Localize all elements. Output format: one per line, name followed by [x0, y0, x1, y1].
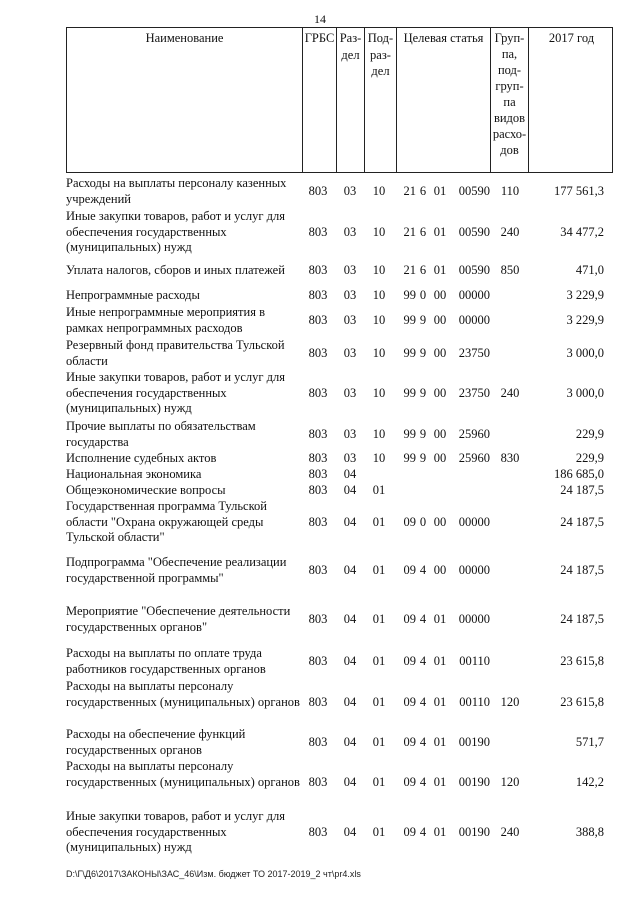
grbs-cell: 803 — [308, 225, 328, 239]
razdel-cell: 04 — [343, 563, 357, 577]
expense-type-cell: 110 — [500, 184, 520, 198]
podrazdel-cell: 01 — [372, 825, 386, 839]
target-event-cell: 00 — [433, 386, 447, 400]
row-name: Расходы на выплаты персоналу государственных (муниципальных) органов — [66, 679, 300, 709]
amount-cell: 24 187,5 — [560, 612, 604, 626]
page-number: 14 — [314, 12, 326, 26]
amount-cell: 34 477,2 — [560, 225, 604, 239]
expense-type-cell: 120 — [500, 695, 520, 709]
amount-cell: 23 615,8 — [560, 654, 604, 668]
row-name: Иные непрограммные мероприятия в рамках непрограммных расходов — [66, 305, 265, 335]
target-program-cell: 99 — [403, 288, 416, 302]
row-name: Расходы на выплаты по оплате труда работников государственных органов — [66, 646, 266, 676]
razdel-cell: 04 — [343, 483, 357, 497]
target-subprogram-cell: 4 — [419, 563, 427, 577]
header-target: Целевая статья — [397, 28, 491, 172]
podrazdel-cell: 10 — [372, 427, 386, 441]
target-event-cell: 00 — [433, 515, 447, 529]
row-name: Расходы на обеспечение функций государственных органов — [66, 727, 246, 757]
target-direction-cell: 00000 — [458, 515, 490, 529]
razdel-cell: 04 — [343, 825, 357, 839]
grbs-cell: 803 — [308, 735, 328, 749]
target-subprogram-cell: 4 — [419, 695, 427, 709]
amount-cell: 3 000,0 — [566, 346, 604, 360]
amount-cell: 24 187,5 — [560, 563, 604, 577]
razdel-cell: 03 — [343, 386, 357, 400]
podrazdel-cell: 01 — [372, 735, 386, 749]
target-subprogram-cell: 4 — [419, 654, 427, 668]
amount-cell: 229,9 — [575, 427, 604, 441]
razdel-cell: 03 — [343, 346, 357, 360]
razdel-cell: 04 — [343, 735, 357, 749]
target-direction-cell: 00000 — [458, 313, 490, 327]
razdel-cell: 03 — [343, 451, 357, 465]
razdel-cell: 03 — [343, 427, 357, 441]
row-name: Мероприятие "Обеспечение деятельности государственных органов" — [66, 604, 291, 634]
row-name: Непрограммные расходы — [66, 288, 200, 302]
target-subprogram-cell: 0 — [419, 515, 427, 529]
row-name: Национальная экономика — [66, 467, 202, 481]
target-direction-cell: 00590 — [458, 225, 490, 239]
target-direction-cell: 00190 — [458, 775, 490, 789]
target-direction-cell: 25960 — [458, 451, 490, 465]
row-name: Расходы на выплаты персоналу казенных учреждений — [66, 176, 287, 206]
grbs-cell: 803 — [308, 695, 328, 709]
target-subprogram-cell: 9 — [419, 386, 427, 400]
grbs-cell: 803 — [308, 563, 328, 577]
razdel-cell: 04 — [343, 612, 357, 626]
target-event-cell: 01 — [433, 184, 447, 198]
target-program-cell: 99 — [403, 346, 416, 360]
target-event-cell: 01 — [433, 225, 447, 239]
header-podrazdel: Под- раз- дел — [365, 28, 397, 172]
expense-type-cell: 850 — [500, 263, 520, 277]
amount-cell: 571,7 — [575, 735, 604, 749]
target-program-cell: 21 — [403, 225, 416, 239]
podrazdel-cell: 01 — [372, 775, 386, 789]
amount-cell: 142,2 — [575, 775, 604, 789]
target-event-cell: 00 — [433, 313, 447, 327]
podrazdel-cell: 10 — [372, 451, 386, 465]
target-direction-cell: 00190 — [458, 735, 490, 749]
target-subprogram-cell: 4 — [419, 775, 427, 789]
grbs-cell: 803 — [308, 427, 328, 441]
target-direction-cell: 00590 — [458, 263, 490, 277]
table-header — [66, 27, 613, 173]
amount-cell: 3 000,0 — [566, 386, 604, 400]
row-name: Подпрограмма "Обеспечение реализации государственной программы" — [66, 555, 287, 585]
target-event-cell: 00 — [433, 427, 447, 441]
header-name: Наименование — [67, 28, 303, 172]
target-program-cell: 99 — [403, 386, 416, 400]
grbs-cell: 803 — [308, 288, 328, 302]
target-event-cell: 01 — [433, 263, 447, 277]
podrazdel-cell: 10 — [372, 346, 386, 360]
target-subprogram-cell: 4 — [419, 735, 427, 749]
target-program-cell: 09 — [403, 735, 416, 749]
razdel-cell: 03 — [343, 263, 357, 277]
row-name: Государственная программа Тульской области "Охрана окружающей среды Тульской области" — [66, 499, 267, 544]
target-program-cell: 21 — [403, 263, 416, 277]
podrazdel-cell: 10 — [372, 313, 386, 327]
podrazdel-cell: 10 — [372, 184, 386, 198]
target-program-cell: 21 — [403, 184, 416, 198]
target-direction-cell: 00000 — [458, 563, 490, 577]
amount-cell: 23 615,8 — [560, 695, 604, 709]
target-subprogram-cell: 4 — [419, 612, 427, 626]
row-name: Прочие выплаты по обязательствам государства — [66, 419, 256, 449]
target-event-cell: 00 — [433, 346, 447, 360]
target-event-cell: 01 — [433, 735, 447, 749]
razdel-cell: 04 — [343, 695, 357, 709]
target-direction-cell: 00590 — [458, 184, 490, 198]
expense-type-cell: 240 — [500, 225, 520, 239]
target-subprogram-cell: 9 — [419, 427, 427, 441]
amount-cell: 24 187,5 — [560, 483, 604, 497]
target-subprogram-cell: 4 — [419, 825, 427, 839]
file-path-footer: D:\Г\Д6\2017\ЗАКОНЫ\ЗАС_46\Изм. бюджет ТО 2017-2019_2 чт\pr4.xls — [66, 869, 361, 879]
razdel-cell: 03 — [343, 313, 357, 327]
amount-cell: 3 229,9 — [566, 288, 604, 302]
grbs-cell: 803 — [308, 313, 328, 327]
row-name: Иные закупки товаров, работ и услуг для обеспечения государственных (муниципальных) нужд — [66, 809, 286, 854]
podrazdel-cell: 10 — [372, 225, 386, 239]
grbs-cell: 803 — [308, 451, 328, 465]
target-direction-cell: 23750 — [458, 386, 490, 400]
target-subprogram-cell: 0 — [419, 288, 427, 302]
target-subprogram-cell: 6 — [419, 184, 427, 198]
target-program-cell: 09 — [403, 515, 416, 529]
target-program-cell: 99 — [403, 427, 416, 441]
podrazdel-cell: 01 — [372, 515, 386, 529]
target-direction-cell: 00110 — [459, 654, 490, 668]
podrazdel-cell: 10 — [372, 288, 386, 302]
target-event-cell: 00 — [433, 288, 447, 302]
razdel-cell: 03 — [343, 184, 357, 198]
row-name: Общеэкономические вопросы — [66, 483, 226, 497]
header-vid: Груп- па, под- груп- па видов расхо- дов — [491, 28, 529, 172]
razdel-cell: 03 — [343, 225, 357, 239]
razdel-cell: 04 — [343, 654, 357, 668]
row-name: Резервный фонд правительства Тульской области — [66, 338, 285, 368]
header-year: 2017 год — [548, 31, 595, 45]
grbs-cell: 803 — [308, 825, 328, 839]
grbs-cell: 803 — [308, 654, 328, 668]
row-name: Уплата налогов, сборов и иных платежей — [66, 263, 285, 277]
grbs-cell: 803 — [308, 515, 328, 529]
target-program-cell: 09 — [403, 695, 416, 709]
podrazdel-cell: 10 — [372, 263, 386, 277]
row-name: Расходы на выплаты персоналу государственных (муниципальных) органов — [66, 759, 300, 789]
target-program-cell: 09 — [403, 563, 416, 577]
amount-cell: 388,8 — [575, 825, 604, 839]
row-name: Иные закупки товаров, работ и услуг для обеспечения государственных (муниципальных) нужд — [66, 370, 286, 415]
target-direction-cell: 00190 — [458, 825, 490, 839]
target-direction-cell: 00110 — [459, 695, 490, 709]
target-direction-cell: 23750 — [458, 346, 490, 360]
podrazdel-cell: 01 — [372, 483, 386, 497]
target-event-cell: 00 — [433, 563, 447, 577]
expense-type-cell: 240 — [500, 386, 520, 400]
target-subprogram-cell: 6 — [419, 225, 427, 239]
amount-cell: 186 685,0 — [554, 467, 604, 481]
target-direction-cell: 25960 — [458, 427, 490, 441]
amount-cell: 24 187,5 — [560, 515, 604, 529]
header-razdel: Раз- дел — [337, 28, 365, 172]
razdel-cell: 04 — [343, 515, 357, 529]
header-grbs: ГРБС — [303, 28, 337, 172]
grbs-cell: 803 — [308, 386, 328, 400]
podrazdel-cell: 01 — [372, 612, 386, 626]
target-subprogram-cell: 9 — [419, 451, 427, 465]
expense-type-cell: 830 — [500, 451, 520, 465]
amount-cell: 229,9 — [575, 451, 604, 465]
target-program-cell: 09 — [403, 612, 416, 626]
grbs-cell: 803 — [308, 346, 328, 360]
razdel-cell: 03 — [343, 288, 357, 302]
razdel-cell: 04 — [343, 467, 357, 481]
target-subprogram-cell: 9 — [419, 313, 427, 327]
podrazdel-cell: 10 — [372, 386, 386, 400]
target-subprogram-cell: 9 — [419, 346, 427, 360]
target-subprogram-cell: 6 — [419, 263, 427, 277]
target-program-cell: 99 — [403, 451, 416, 465]
grbs-cell: 803 — [308, 467, 328, 481]
expense-type-cell: 120 — [500, 775, 520, 789]
grbs-cell: 803 — [308, 483, 328, 497]
target-program-cell: 09 — [403, 825, 416, 839]
podrazdel-cell: 01 — [372, 654, 386, 668]
grbs-cell: 803 — [308, 612, 328, 626]
amount-cell: 177 561,3 — [554, 184, 604, 198]
target-direction-cell: 00000 — [458, 612, 490, 626]
row-name: Иные закупки товаров, работ и услуг для обеспечения государственных (муниципальных) нужд — [66, 209, 286, 254]
target-direction-cell: 00000 — [458, 288, 490, 302]
grbs-cell: 803 — [308, 775, 328, 789]
target-event-cell: 00 — [433, 451, 447, 465]
target-event-cell: 01 — [433, 775, 447, 789]
expense-type-cell: 240 — [500, 825, 520, 839]
amount-cell: 471,0 — [575, 263, 604, 277]
target-event-cell: 01 — [433, 654, 447, 668]
target-program-cell: 99 — [403, 313, 416, 327]
amount-cell: 3 229,9 — [566, 313, 604, 327]
grbs-cell: 803 — [308, 184, 328, 198]
podrazdel-cell: 01 — [372, 563, 386, 577]
target-event-cell: 01 — [433, 612, 447, 626]
row-name: Исполнение судебных актов — [66, 451, 217, 465]
target-program-cell: 09 — [403, 775, 416, 789]
target-event-cell: 01 — [433, 825, 447, 839]
razdel-cell: 04 — [343, 775, 357, 789]
grbs-cell: 803 — [308, 263, 328, 277]
target-program-cell: 09 — [403, 654, 416, 668]
target-event-cell: 01 — [433, 695, 447, 709]
podrazdel-cell: 01 — [372, 695, 386, 709]
